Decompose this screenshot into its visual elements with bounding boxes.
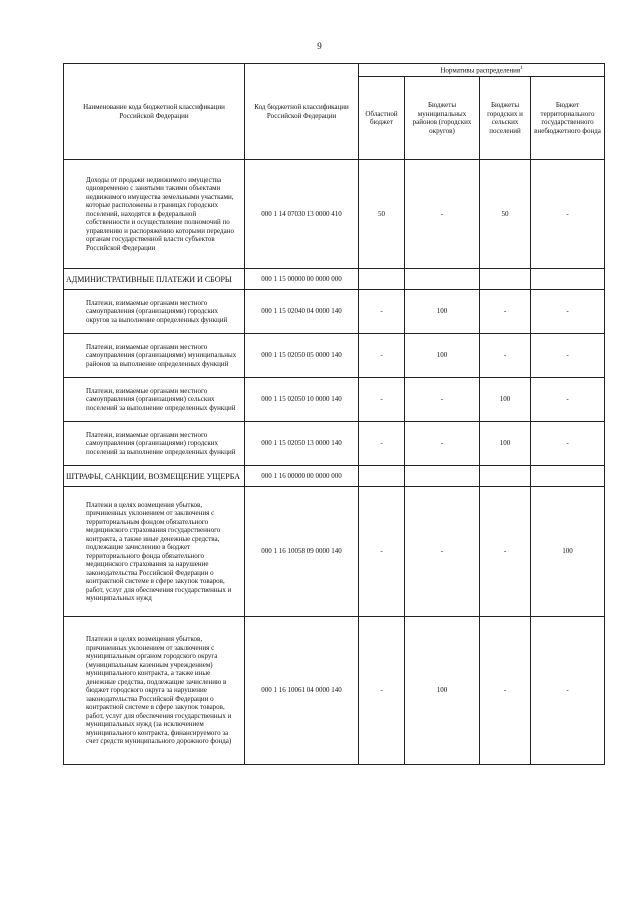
table-row xyxy=(64,422,605,466)
row-regional: - xyxy=(359,290,405,334)
header-norms-label: Нормативы распределения xyxy=(440,66,521,75)
footnote-mark: 1 xyxy=(520,66,523,72)
row-regional: - xyxy=(359,378,405,422)
row-fund: - xyxy=(531,290,605,334)
row-fund: - xyxy=(531,334,605,378)
table-row xyxy=(64,269,605,290)
row-code: 000 1 15 00000 00 0000 000 xyxy=(245,269,359,290)
row-name: Платежи, взимаемые органами местного самоуправления (организациями) муниципальных районов за выполнение определенных функций xyxy=(64,334,245,378)
row-code: 000 1 16 10058 09 0000 140 xyxy=(245,487,359,617)
row-code: 000 1 15 02050 05 0000 140 xyxy=(245,334,359,378)
header-norms xyxy=(359,64,605,77)
row-municipal: 100 xyxy=(405,334,480,378)
table-row xyxy=(64,617,605,765)
row-code: 000 1 15 02050 10 0000 140 xyxy=(245,378,359,422)
row-settlements: 50 xyxy=(480,160,531,269)
row-code: 000 1 14 07030 13 0000 410 xyxy=(245,160,359,269)
row-settlements: 100 xyxy=(480,422,531,466)
header-municipal: Бюджеты муниципальных районов (городских округов) xyxy=(405,77,480,160)
row-fund: - xyxy=(531,617,605,765)
table-row xyxy=(64,487,605,617)
row-name: Платежи в целях возмещения убытков, причиненных уклонением от заключения с территориальным фондом обязательного медицинского страхования государственного контракта, а также иные денежные средства, подлежащие зачислению в бюджет территориального фонда обязательного медицинского страхования за нарушение законодательства Российской Федерации о контрактной системе в сфере закупок товаров, работ, услуг для обеспечения государственных и муниципальных нужд xyxy=(64,487,245,617)
row-code: 000 1 15 02050 13 0000 140 xyxy=(245,422,359,466)
row-name: Платежи, взимаемые органами местного самоуправления (организациями) городских округов за выполнение определенных функций xyxy=(64,290,245,334)
row-fund: - xyxy=(531,378,605,422)
row-settlements: - xyxy=(480,617,531,765)
row-code: 000 1 15 02040 04 0000 140 xyxy=(245,290,359,334)
header-fund: Бюджет территориального государственного внебюджетного фонда xyxy=(531,77,605,160)
header-settlements: Бюджеты городских и сельских поселений xyxy=(480,77,531,160)
row-fund: - xyxy=(531,160,605,269)
row-name: ШТРАФЫ, САНКЦИИ, ВОЗМЕЩЕНИЕ УЩЕРБА xyxy=(64,466,245,487)
row-name: Платежи, взимаемые органами местного самоуправления (организациями) сельских поселений за выполнение определенных функций xyxy=(64,378,245,422)
row-regional: 50 xyxy=(359,160,405,269)
table-row xyxy=(64,466,605,487)
table-row xyxy=(64,334,605,378)
row-fund xyxy=(531,466,605,487)
row-regional: - xyxy=(359,487,405,617)
row-name: Платежи, взимаемые органами местного самоуправления (организациями) городских поселений за выполнение определенных функций xyxy=(64,422,245,466)
budget-distribution-table xyxy=(63,63,605,765)
table-row xyxy=(64,378,605,422)
row-regional: - xyxy=(359,334,405,378)
header-name: Наименование кода бюджетной классификации Российской Федерации xyxy=(64,64,245,160)
row-municipal: 100 xyxy=(405,290,480,334)
row-settlements: - xyxy=(480,334,531,378)
row-municipal: - xyxy=(405,422,480,466)
row-settlements: 100 xyxy=(480,378,531,422)
table-row xyxy=(64,160,605,269)
row-code: 000 1 16 10061 04 0000 140 xyxy=(245,617,359,765)
row-name: Платежи в целях возмещения убытков, причиненных уклонением от заключения с муниципальным органом городского округа (муниципальным казенным учреждением) муниципального контракта, а также иные денежные средства, подлежащие зачислению в бюджет городского округа за нарушение законодательства Российской Федерации о контрактной системе в сфере закупок товаров, работ, услуг для обеспечения государственных и муниципальных нужд (за исключением муниципального контракта, финансируемого за счет средств муниципального дорожного фонда) xyxy=(64,617,245,765)
row-name: АДМИНИСТРАТИВНЫЕ ПЛАТЕЖИ И СБОРЫ xyxy=(64,269,245,290)
row-municipal: - xyxy=(405,378,480,422)
row-municipal: - xyxy=(405,160,480,269)
row-municipal: - xyxy=(405,487,480,617)
row-regional: - xyxy=(359,617,405,765)
row-code: 000 1 16 00000 00 0000 000 xyxy=(245,466,359,487)
table-row xyxy=(64,290,605,334)
row-settlements: - xyxy=(480,487,531,617)
row-regional: - xyxy=(359,422,405,466)
row-fund: 100 xyxy=(531,487,605,617)
row-municipal: 100 xyxy=(405,617,480,765)
row-regional xyxy=(359,466,405,487)
row-regional xyxy=(359,269,405,290)
page-number: 9 xyxy=(317,41,322,51)
row-municipal xyxy=(405,269,480,290)
row-settlements xyxy=(480,269,531,290)
row-fund: - xyxy=(531,422,605,466)
row-settlements: - xyxy=(480,290,531,334)
row-settlements xyxy=(480,466,531,487)
row-fund xyxy=(531,269,605,290)
header-regional: Областной бюджет xyxy=(359,77,405,160)
header-code: Код бюджетной классификации Российской Федерации xyxy=(245,64,359,160)
row-name: Доходы от продажи недвижимого имущества одновременно с занятыми такими объектами недвижимого имущества земельными участками, которые расположены в границах городских поселений, находятся в федеральной собственности и осуществление полномочий по управлению и распоряжению которыми передано органам государственной власти субъектов Российской Федерации xyxy=(64,160,245,269)
row-municipal xyxy=(405,466,480,487)
